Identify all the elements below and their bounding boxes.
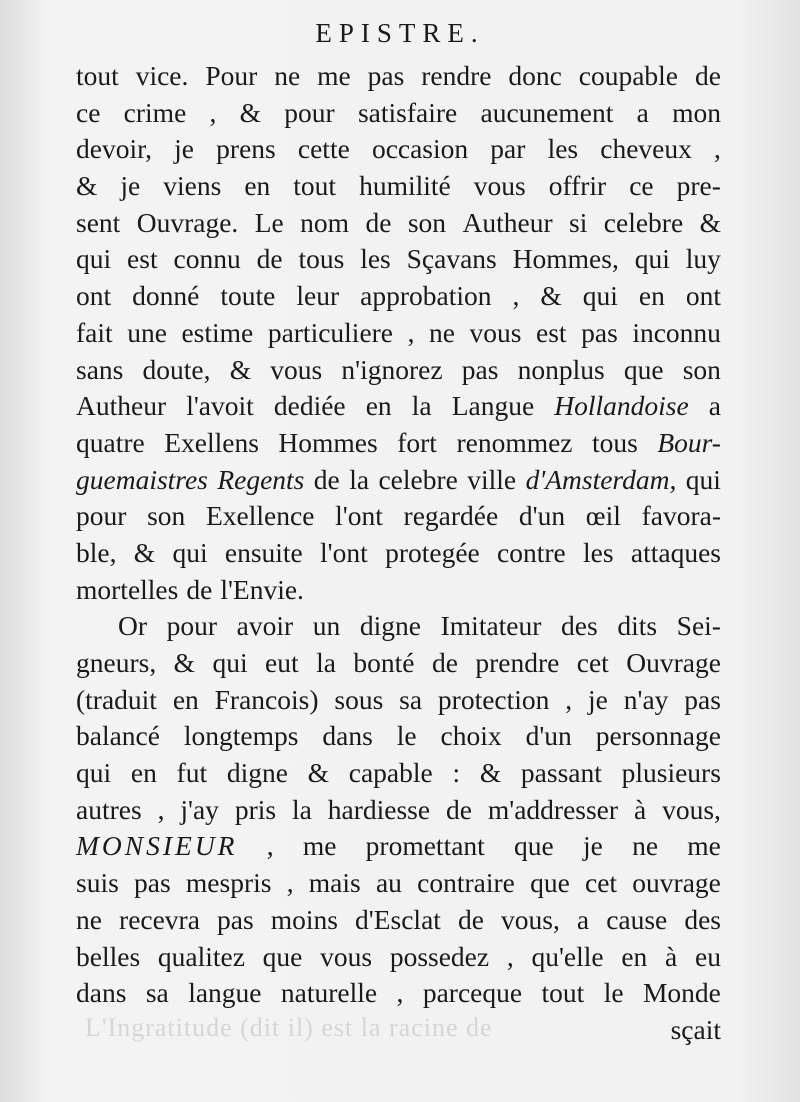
- word: ne: [632, 830, 659, 862]
- word: quatre: [76, 426, 145, 458]
- word: ble,: [76, 536, 117, 568]
- word: ,: [512, 280, 520, 312]
- word: des: [561, 610, 598, 642]
- word: est: [127, 243, 158, 275]
- text-line: [76, 975, 721, 1012]
- word: que: [530, 867, 570, 899]
- word: qui: [212, 647, 248, 678]
- word: qui: [76, 243, 112, 275]
- word: pour: [76, 500, 127, 532]
- text-line: [76, 425, 721, 462]
- word: donc: [508, 60, 562, 91]
- text-line: [76, 205, 721, 242]
- word: fort: [397, 426, 437, 458]
- word: me: [302, 830, 337, 862]
- text-line: [76, 939, 721, 976]
- word: tous: [298, 243, 345, 275]
- word: avoir: [236, 610, 294, 642]
- word: Hollandoise: [554, 390, 689, 422]
- word: ne: [76, 903, 102, 935]
- word: offrir: [548, 170, 607, 202]
- word: dits: [617, 610, 658, 642]
- word: vous,: [662, 793, 721, 825]
- word: nom: [300, 206, 350, 238]
- word: œil: [585, 500, 621, 532]
- word: de: [256, 243, 283, 275]
- word: Sei-: [676, 610, 721, 642]
- word: je: [120, 170, 141, 202]
- word: ouvrage: [632, 867, 721, 899]
- word: sous: [334, 683, 384, 715]
- text-line: [76, 792, 721, 829]
- word: Imitateur: [440, 610, 542, 642]
- text-line: [76, 131, 721, 168]
- word: fut: [176, 757, 208, 789]
- word: le: [396, 720, 417, 752]
- word: j'ay: [180, 793, 219, 825]
- word: sa: [145, 977, 169, 1009]
- word: viens: [163, 170, 222, 202]
- word: je: [174, 133, 195, 165]
- word: ,: [396, 977, 404, 1009]
- word: vous: [320, 940, 373, 972]
- word: protegée: [385, 536, 480, 568]
- word: occasion: [371, 133, 469, 165]
- word: ont: [76, 280, 112, 312]
- word: sans: [76, 353, 124, 385]
- word: ce: [76, 96, 101, 128]
- word: &: [307, 757, 330, 789]
- word: bonté: [353, 647, 415, 678]
- word: gneurs,: [76, 647, 157, 678]
- word: Autheur: [462, 206, 553, 238]
- word: les: [583, 536, 614, 568]
- show-through-text: L'Ingratitude (dit il) est la racine de: [85, 1013, 493, 1042]
- text-line: [76, 608, 721, 645]
- word: Exellence: [206, 500, 315, 532]
- word: Monde: [642, 977, 721, 1009]
- word: un: [312, 610, 341, 642]
- word: Langue: [451, 390, 535, 422]
- word: Hommes,: [512, 243, 619, 275]
- word: vous: [270, 353, 323, 385]
- word: suis: [76, 867, 119, 899]
- word: pas: [367, 60, 405, 91]
- word: ont: [685, 280, 721, 312]
- running-head: EPISTRE.: [315, 18, 485, 48]
- word: passant: [520, 757, 602, 789]
- text-line: [76, 315, 721, 352]
- text-line: [76, 682, 721, 719]
- word: digne: [226, 757, 288, 789]
- word: cette: [297, 133, 350, 165]
- word: devoir,: [76, 133, 153, 165]
- word: Hommes: [278, 426, 378, 458]
- word: &: [76, 170, 98, 202]
- text-line: [76, 352, 721, 389]
- word: Exellens: [164, 426, 259, 458]
- word: vice.: [135, 60, 189, 91]
- word: connu: [173, 243, 241, 275]
- word: est: [536, 316, 567, 348]
- word: de: [445, 793, 472, 825]
- word: MONSIEUR: [76, 830, 238, 862]
- word: contre: [497, 536, 566, 568]
- word: son: [682, 353, 721, 385]
- text-line: [76, 902, 721, 939]
- word: celebre: [603, 206, 684, 238]
- word: hardiesse: [327, 793, 431, 825]
- word: à: [633, 793, 647, 825]
- word: Pour: [205, 60, 258, 91]
- word: à: [665, 940, 678, 972]
- word: &: [540, 280, 562, 312]
- word: la: [316, 647, 336, 678]
- word: leur: [296, 280, 340, 312]
- word: moins: [270, 903, 338, 935]
- word: recevra: [119, 903, 200, 935]
- word: cet: [585, 867, 618, 899]
- word: je: [588, 683, 608, 715]
- word: la: [291, 793, 312, 825]
- word: les: [360, 243, 391, 275]
- text-line: [76, 755, 721, 792]
- word: je: [583, 830, 603, 862]
- word: tout: [76, 60, 119, 91]
- word: a: [708, 390, 721, 422]
- word: l'avoit: [186, 390, 254, 422]
- word: en: [130, 757, 157, 789]
- word: ville: [467, 463, 517, 495]
- word: le: [603, 977, 624, 1009]
- word: choix: [440, 720, 502, 752]
- body-text: [76, 58, 721, 1049]
- word: me: [687, 830, 721, 862]
- word: de: [313, 463, 340, 495]
- word: mespris: [185, 867, 272, 899]
- word: n'ignorez: [341, 353, 443, 385]
- word: d'Esclat: [355, 903, 441, 935]
- word: dans: [322, 720, 373, 752]
- word: estime: [181, 316, 254, 348]
- word: attaques: [630, 536, 721, 568]
- word: &: [229, 353, 252, 385]
- word: ,: [565, 683, 573, 715]
- word: de: [365, 206, 392, 238]
- word: tout: [293, 170, 337, 202]
- word: ne: [274, 60, 301, 91]
- word: ce: [629, 170, 654, 202]
- word: nonplus: [517, 353, 605, 385]
- text-line: [76, 498, 721, 535]
- word: qui: [172, 536, 208, 568]
- word: de: [694, 60, 721, 91]
- word: tous: [592, 426, 638, 458]
- word: rendre: [421, 60, 492, 91]
- word: ,: [209, 96, 217, 128]
- word: ne: [428, 316, 455, 348]
- text-line: [76, 241, 721, 278]
- word: cet: [576, 647, 609, 678]
- word: pas: [134, 867, 171, 899]
- word: cheveux: [600, 133, 692, 165]
- word: vous: [473, 170, 526, 202]
- word: par: [490, 133, 526, 165]
- word: de: [186, 573, 213, 605]
- word: naturelle: [280, 977, 378, 1009]
- word: vous: [469, 316, 522, 348]
- word: qualitez: [157, 940, 245, 972]
- text-line: [76, 645, 721, 682]
- word: pas: [684, 683, 721, 715]
- word: les: [547, 133, 579, 165]
- text-line: [76, 828, 721, 865]
- word: humilité: [359, 170, 451, 202]
- word: me: [317, 60, 351, 91]
- word: dans: [76, 977, 127, 1009]
- word: protection: [437, 683, 550, 715]
- word: Or: [118, 610, 148, 642]
- word: qui: [582, 280, 618, 312]
- text-line: [76, 572, 721, 609]
- word: a: [576, 903, 590, 935]
- word: en: [365, 390, 392, 422]
- word: sent: [76, 206, 121, 238]
- word: que: [514, 830, 554, 862]
- word: l'Envie.: [220, 573, 304, 605]
- word: personnage: [595, 720, 721, 752]
- word: que: [262, 940, 303, 972]
- word: doute,: [142, 353, 211, 385]
- word: des: [684, 903, 721, 935]
- word: promettant: [365, 830, 485, 862]
- text-line: [76, 718, 721, 755]
- word: pris: [234, 793, 277, 825]
- word: prendre: [475, 647, 560, 678]
- word: qui: [685, 463, 721, 495]
- word: si: [569, 206, 588, 238]
- word: coupable: [578, 60, 679, 91]
- word: Autheur: [76, 390, 167, 422]
- word: tout: [541, 977, 585, 1009]
- word: Ouvrage: [626, 647, 721, 678]
- word: l'ont: [335, 500, 383, 532]
- word: sçait: [670, 1013, 721, 1045]
- word: mon: [672, 96, 721, 128]
- word: de: [457, 903, 484, 935]
- word: toute: [220, 280, 276, 312]
- word: belles: [76, 940, 141, 972]
- word: de: [431, 647, 458, 678]
- word: a: [636, 96, 649, 128]
- word: aucunement: [480, 96, 614, 128]
- word: pas: [216, 903, 254, 935]
- word: donné: [132, 280, 200, 312]
- word: en: [244, 170, 271, 202]
- word: pas: [581, 316, 618, 348]
- word: eut: [265, 647, 299, 678]
- word: pour: [166, 610, 218, 642]
- word: une: [127, 316, 167, 348]
- word: la: [411, 390, 432, 422]
- word: fait: [76, 316, 113, 348]
- word: l'ont: [320, 536, 368, 568]
- word: qu'elle: [531, 940, 604, 972]
- word: son: [147, 500, 186, 532]
- word: n'ay: [623, 683, 669, 715]
- word: ,: [506, 940, 514, 972]
- text-line: [76, 278, 721, 315]
- word: contraire: [417, 867, 515, 899]
- word: pre-: [676, 170, 721, 202]
- word: celebre: [378, 463, 458, 495]
- text-line: [76, 168, 721, 205]
- word: ,: [266, 830, 274, 862]
- word: Francois): [214, 683, 319, 715]
- word: mais: [308, 867, 361, 899]
- word: en: [638, 280, 665, 312]
- word: qui: [634, 243, 670, 275]
- word: &: [133, 536, 156, 568]
- text-line: [76, 865, 721, 902]
- word: cause: [606, 903, 668, 935]
- word: Bour-: [657, 426, 721, 458]
- word: ensuite: [224, 536, 303, 568]
- text-line: [76, 388, 721, 425]
- word: Ouvrage.: [136, 206, 239, 238]
- text-line: [76, 95, 721, 132]
- word: Sçavans: [406, 243, 497, 275]
- word: approbation: [360, 280, 492, 312]
- word: &: [479, 757, 502, 789]
- word: balancé: [76, 720, 160, 752]
- word: :: [452, 757, 461, 789]
- word: vous,: [501, 903, 560, 935]
- word: pour: [284, 96, 335, 128]
- word: mortelles: [76, 573, 179, 605]
- word: guemaistres: [76, 463, 208, 495]
- word: que: [623, 353, 664, 385]
- word: ,: [157, 793, 165, 825]
- word: autres: [76, 793, 142, 825]
- word: longtemps: [183, 720, 299, 752]
- word: sa: [399, 683, 423, 715]
- word: satisfaire: [357, 96, 458, 128]
- text-line: [76, 58, 721, 95]
- word: renommez: [456, 426, 573, 458]
- word: au: [375, 867, 402, 899]
- word: &: [173, 647, 196, 678]
- word: &: [239, 96, 262, 128]
- word: en: [172, 683, 199, 715]
- word: eu: [694, 940, 721, 972]
- word: regardée: [403, 500, 499, 532]
- word: d'un: [518, 500, 566, 532]
- word: son: [407, 206, 447, 238]
- word: ,: [286, 867, 294, 899]
- word: ,: [714, 133, 721, 165]
- word: d'un: [525, 720, 572, 752]
- text-line: [76, 535, 721, 572]
- word: inconnu: [632, 316, 721, 348]
- word: prens: [216, 133, 276, 165]
- word: crime: [123, 96, 187, 128]
- word: dediée: [273, 390, 346, 422]
- word: qui: [76, 757, 112, 789]
- word: pas: [461, 353, 499, 385]
- word: favora-: [641, 500, 721, 532]
- word: parceque: [422, 977, 523, 1009]
- word: possedez: [389, 940, 490, 972]
- word: (traduit: [76, 683, 157, 715]
- word: particuliere: [267, 316, 394, 348]
- word: &: [699, 206, 721, 238]
- word: la: [349, 463, 370, 495]
- word: plusieurs: [621, 757, 721, 789]
- word: langue: [188, 977, 262, 1009]
- word: m'addresser: [487, 793, 619, 825]
- word: capable: [348, 757, 433, 789]
- word: digne: [359, 610, 422, 642]
- text-line: [76, 462, 721, 499]
- word: en: [621, 940, 648, 972]
- word: Le: [254, 206, 284, 238]
- word: Regents: [217, 463, 305, 495]
- word: d'Amsterdam,: [525, 463, 677, 495]
- word: luy: [685, 243, 721, 275]
- word: ,: [407, 316, 415, 348]
